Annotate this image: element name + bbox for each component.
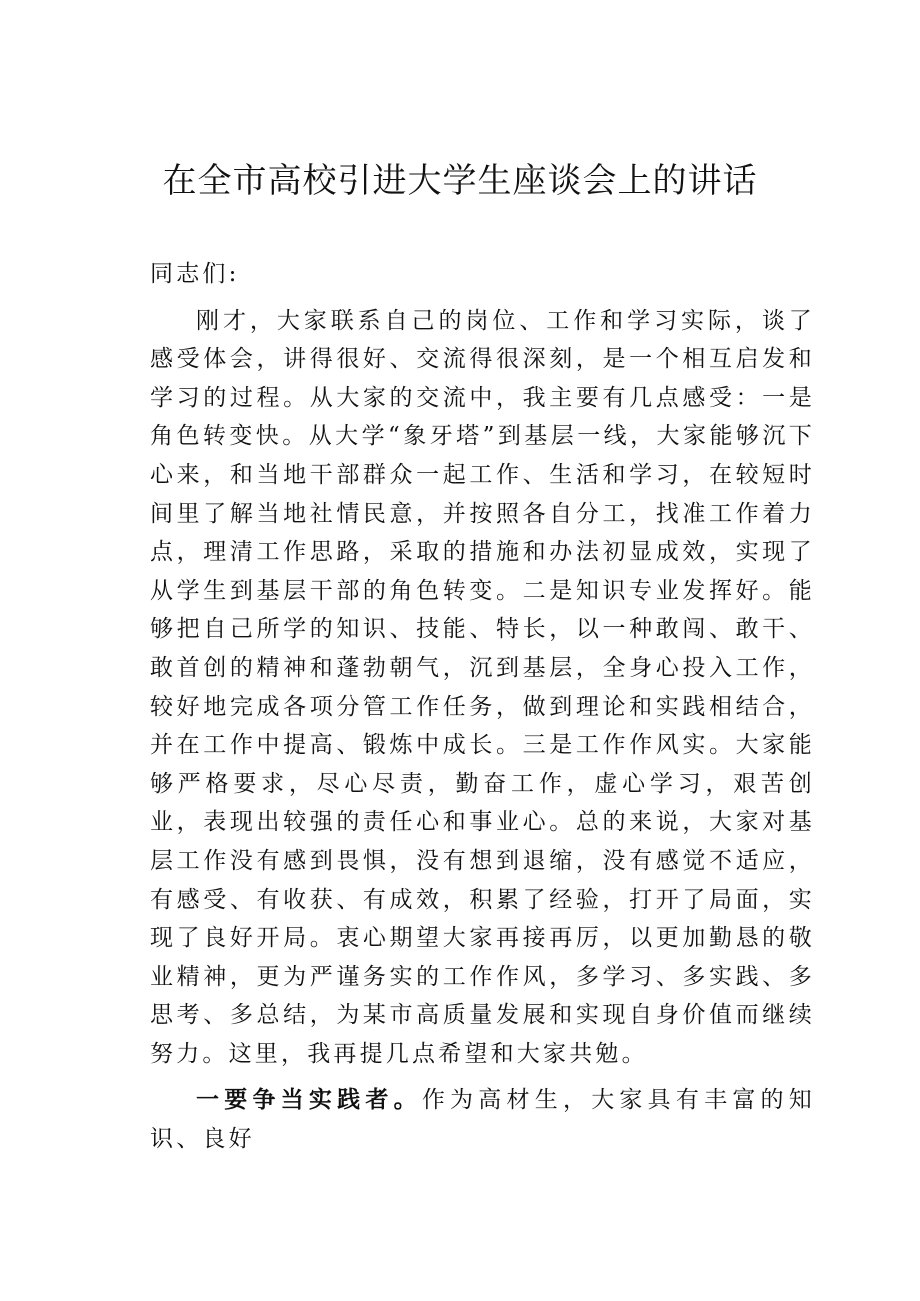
paragraph-lead: 一要争当实践者。 bbox=[196, 1086, 422, 1114]
document-title: 在全市高校引进大学生座谈会上的讲话 bbox=[162, 161, 758, 201]
paragraph-text: 刚才，大家联系自己的岗位、工作和学习实际，谈了感受体会，讲得很好、交流得很深刻，是一个相互启发和学习的过程。从大家的交流中，我主要有几点感受：一是角色转变快。从大学“象牙塔”到基层一线，大家能够沉下心来，和当地干部群众一起工作、生活和学习，在较短时间里了解当地社情民意，并按照各自分工，找准工作着力点，理清工作思路，采取的措施和办法初显成效，实现了从学生到基层干部的角色转变。二是知识专业发挥好。能够把自己所学的知识、技能、特长，以一种敢闯、敢干、敢首创的精神和蓬勃朝气，沉到基层，全身心投入工作，较好地完成各项分管工作任务，做到理论和实践相结合，并在工作中提高、锻炼中成长。三是工作作风实。大家能够严格要求，尽心尽责，勤奋工作，虚心学习，艰苦创业，表现出较强的责任心和事业心。总的来说，大家对基层工作没有感到畏惧，没有想到退缩，没有感觉不适应，有感受、有收获、有成效，积累了经验，打开了局面，实现了良好开局。衷心期望大家再接再厉，以更加勤恳的敬业精神，更为严谨务实的工作作风，多学习、多实践、多思考、多总结，为某市高质量发展和实现自身价值而继续努力。这里，我再提几点希望和大家共勉。 bbox=[150, 307, 815, 1067]
document-body bbox=[150, 255, 815, 1159]
salutation: 同志们: bbox=[150, 261, 240, 287]
paragraph-2 bbox=[150, 1081, 815, 1158]
paragraph-1 bbox=[150, 302, 815, 1074]
paragraph-text: 作为高材生，大家具有丰富的知识、良好 bbox=[150, 1087, 815, 1153]
